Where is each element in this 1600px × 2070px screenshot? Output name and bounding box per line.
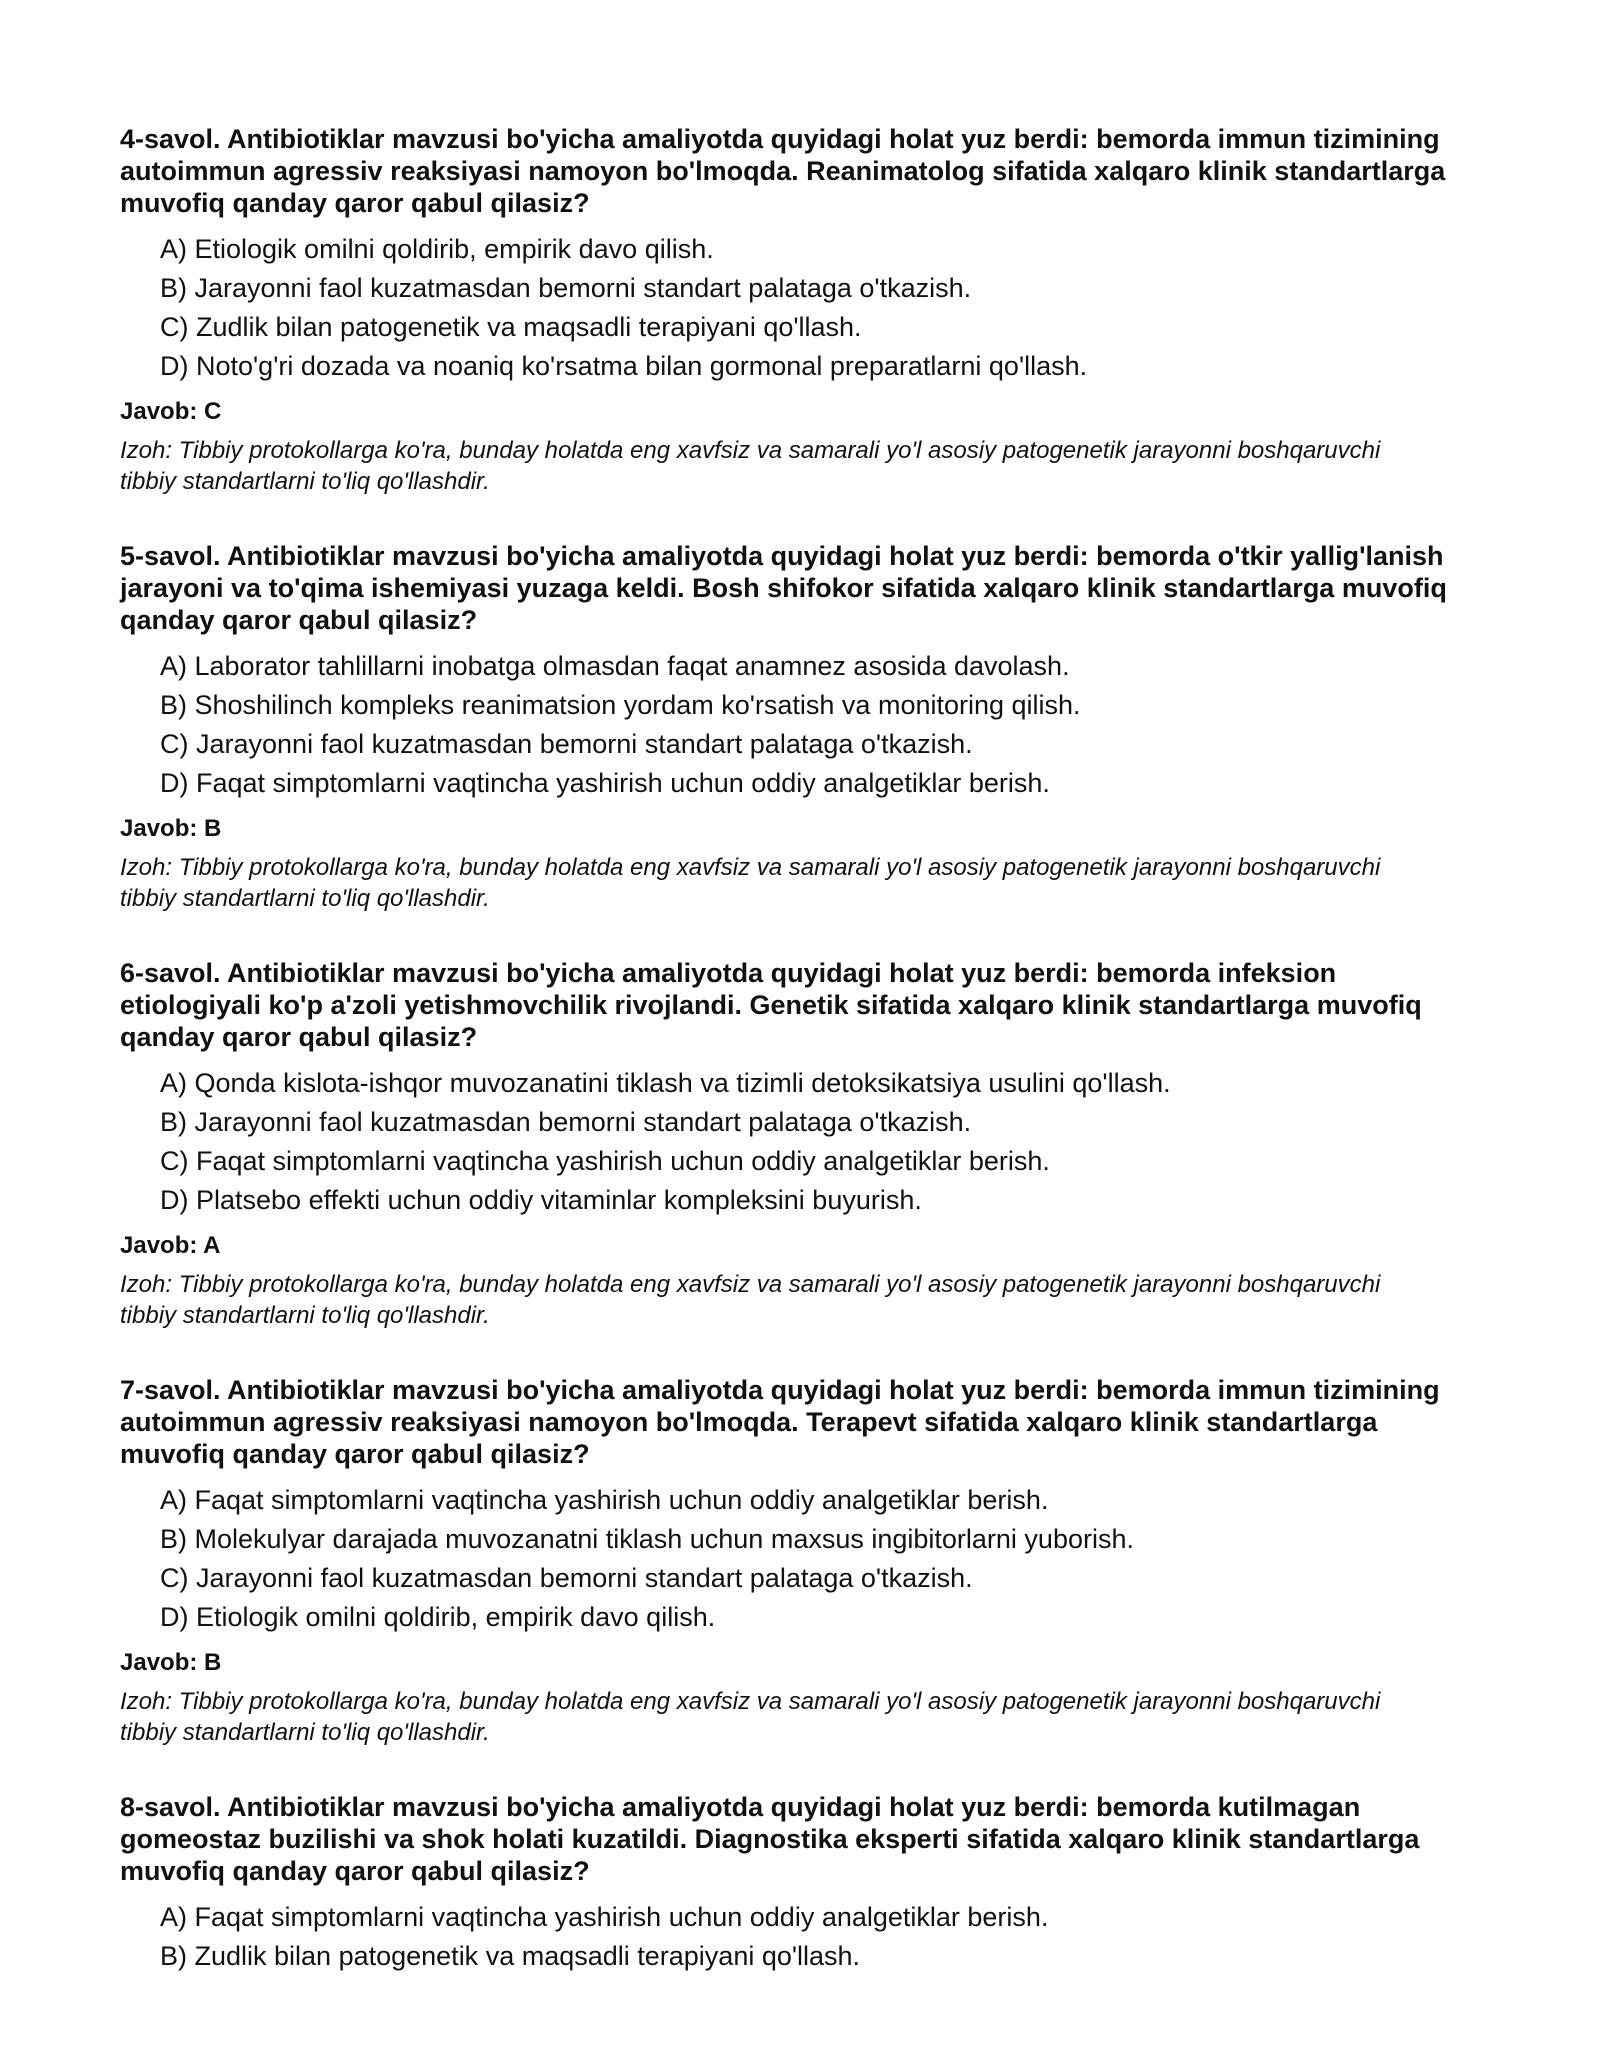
question-block [120,957,1460,1331]
answer-label: Javob: A [120,1232,221,1259]
question-block [120,123,1460,497]
option-b: B) Molekulyar darajada muvozanatni tiklash uchun maxsus ingibitorlarni yuborish. [160,1524,1134,1554]
explanation-note: Izoh: Tibbiy protokollarga ko'ra, bunday holatda eng xavfsiz va samarali yo'l asosiy patogenetik jarayonni boshqaruvchi tibbiy standartlarni to'liq qo'llashdir. [120,854,1381,912]
question-text: 7-savol. Antibiotiklar mavzusi bo'yicha amaliyotda quyidagi holat yuz berdi: bemorda immun tizimining autoimmun agressiv reaksiyasi namoyon bo'lmoqda. Terapevt sifatida xalqaro klinik standartlarga muvofiq qanday qaror qabul qilasiz? [120,1375,1440,1469]
explanation-note: Izoh: Tibbiy protokollarga ko'ra, bunday holatda eng xavfsiz va samarali yo'l asosiy patogenetik jarayonni boshqaruvchi tibbiy standartlarni to'liq qo'llashdir. [120,437,1381,495]
option-c: C) Zudlik bilan patogenetik va maqsadli terapiyani qo'llash. [160,312,862,342]
option-d: D) Faqat simptomlarni vaqtincha yashirish uchun oddiy analgetiklar berish. [160,768,1050,798]
option-list [120,1481,1460,1637]
option-c: C) Faqat simptomlarni vaqtincha yashirish uchun oddiy analgetiklar berish. [160,1146,1050,1176]
question-block [120,1374,1460,1748]
option-a: A) Qonda kislota-ishqor muvozanatini tiklash va tizimli detoksikatsiya usulini qo'llash. [160,1068,1171,1098]
option-d: D) Noto'g'ri dozada va noaniq ko'rsatma bilan gormonal preparatlarni qo'llash. [160,351,1088,381]
option-a: A) Faqat simptomlarni vaqtincha yashirish uchun oddiy analgetiklar berish. [160,1902,1049,1932]
document-page [120,123,1460,2019]
question-text: 5-savol. Antibiotiklar mavzusi bo'yicha amaliyotda quyidagi holat yuz berdi: bemorda o'tkir yallig'lanish jarayoni va to'qima ishemiyasi yuzaga keldi. Bosh shifokor sifatida xalqaro klinik standartlarga muvofiq qanday qaror qabul qilasiz? [120,541,1447,635]
option-b: B) Shoshilinch kompleks reanimatsion yordam ko'rsatish va monitoring qilish. [160,690,1081,720]
option-a: A) Faqat simptomlarni vaqtincha yashirish uchun oddiy analgetiklar berish. [160,1485,1049,1515]
option-a: A) Etiologik omilni qoldirib, empirik davo qilish. [160,234,714,264]
option-list [120,1898,1460,1976]
answer-label: Javob: C [120,398,222,425]
explanation-note: Izoh: Tibbiy protokollarga ko'ra, bunday holatda eng xavfsiz va samarali yo'l asosiy patogenetik jarayonni boshqaruvchi tibbiy standartlarni to'liq qo'llashdir. [120,1271,1381,1329]
option-d: D) Platsebo effekti uchun oddiy vitaminlar kompleksini buyurish. [160,1185,922,1215]
explanation-note: Izoh: Tibbiy protokollarga ko'ra, bunday holatda eng xavfsiz va samarali yo'l asosiy patogenetik jarayonni boshqaruvchi tibbiy standartlarni to'liq qo'llashdir. [120,1688,1381,1746]
option-b: B) Zudlik bilan patogenetik va maqsadli terapiyani qo'llash. [160,1941,861,1971]
option-a: A) Laborator tahlillarni inobatga olmasdan faqat anamnez asosida davolash. [160,651,1070,681]
question-block [120,540,1460,914]
option-c: C) Jarayonni faol kuzatmasdan bemorni standart palataga o'tkazish. [160,1563,973,1593]
option-list [120,230,1460,386]
question-block [120,1791,1460,1976]
question-text: 6-savol. Antibiotiklar mavzusi bo'yicha amaliyotda quyidagi holat yuz berdi: bemorda infeksion etiologiyali ko'p a'zoli yetishmovchilik rivojlandi. Genetik sifatida xalqaro klinik standartlarga muvofiq qanday qaror qabul qilasiz? [120,958,1422,1052]
question-text: 8-savol. Antibiotiklar mavzusi bo'yicha amaliyotda quyidagi holat yuz berdi: bemorda kutilmagan gomeostaz buzilishi va shok holati kuzatildi. Diagnostika eksperti sifatida xalqaro klinik standartlarga muvofiq qanday qaror qabul qilasiz? [120,1792,1420,1886]
option-list [120,1064,1460,1220]
answer-label: Javob: B [120,815,222,842]
answer-label: Javob: B [120,1649,222,1676]
option-list [120,647,1460,803]
option-c: C) Jarayonni faol kuzatmasdan bemorni standart palataga o'tkazish. [160,729,973,759]
option-d: D) Etiologik omilni qoldirib, empirik davo qilish. [160,1602,716,1632]
option-b: B) Jarayonni faol kuzatmasdan bemorni standart palataga o'tkazish. [160,1107,972,1137]
option-b: B) Jarayonni faol kuzatmasdan bemorni standart palataga o'tkazish. [160,273,972,303]
question-text: 4-savol. Antibiotiklar mavzusi bo'yicha amaliyotda quyidagi holat yuz berdi: bemorda immun tizimining autoimmun agressiv reaksiyasi namoyon bo'lmoqda. Reanimatolog sifatida xalqaro klinik standartlarga muvofiq qanday qaror qabul qilasiz? [120,124,1446,218]
